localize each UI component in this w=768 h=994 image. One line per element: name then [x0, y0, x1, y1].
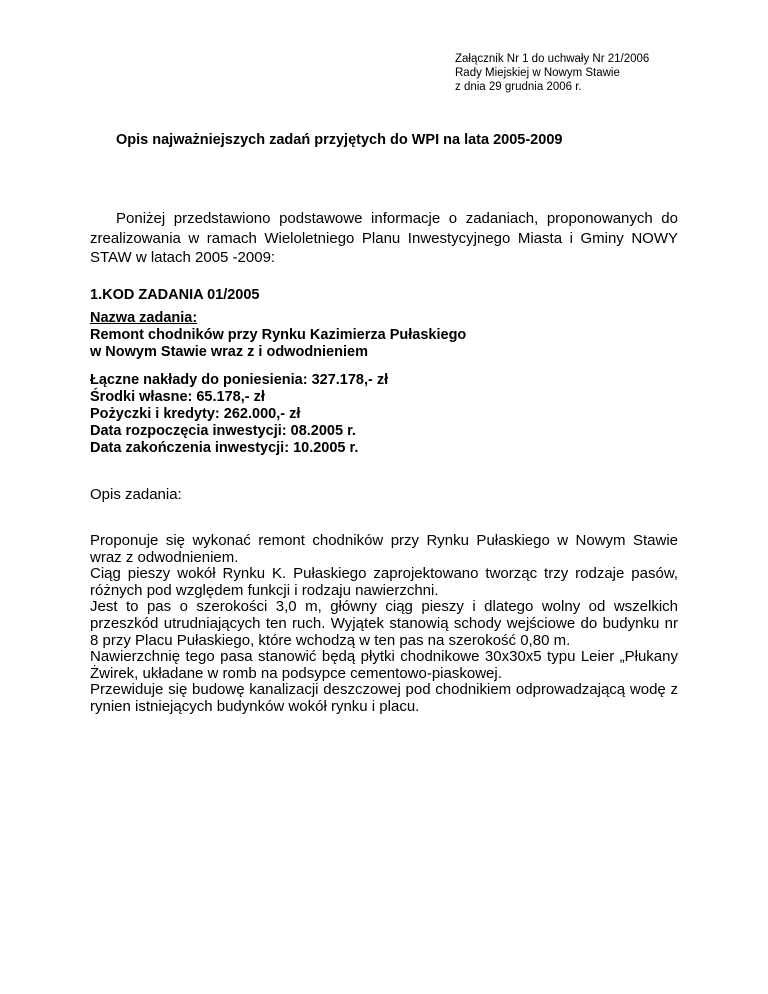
- description-body: [90, 533, 678, 716]
- attachment-note: [455, 52, 649, 94]
- loans-credits: Pożyczki i kredyty: 262.000,- zł: [90, 406, 301, 422]
- attachment-note-line: Załącznik Nr 1 do uchwały Nr 21/2006: [455, 53, 650, 65]
- task-figures: [90, 372, 388, 457]
- own-funds: Środki własne: 65.178,- zł: [90, 389, 265, 405]
- document-title: Opis najważniejszych zadań przyjętych do WPI na lata 2005-2009: [116, 132, 563, 148]
- task-name-label: Nazwa zadania:: [90, 310, 198, 326]
- total-cost: Łączne nakłady do poniesienia: 327.178,- zł: [90, 372, 389, 388]
- description-paragraph: Nawierzchnię tego pasa stanowić będą płytki chodnikowe 30x30x5 typu Leier „Płukany Żwirek, układane w romb na podsypce cementowo-piaskowej.: [90, 648, 678, 682]
- attachment-note-line: z dnia 29 grudnia 2006 r.: [455, 81, 582, 93]
- description-paragraph: Jest to pas o szerokości 3,0 m, główny ciąg pieszy i dlatego wolny od wszelkich przeszkód utrudniających ten ruch. Wyjątek stanowią schody wejściowe do budynku nr 8 przy Placu Pułaskiego, które wchodzą w ten pas na szerokość 0,80 m.: [90, 598, 678, 649]
- task-name-block: [90, 310, 466, 361]
- attachment-note-line: Rady Miejskiej w Nowym Stawie: [455, 67, 620, 79]
- description-paragraph: Ciąg pieszy wokół Rynku K. Pułaskiego zaprojektowano tworząc trzy rodzaje pasów, różnych pod względem funkcji i rodzaju nawierzchni.: [90, 565, 678, 599]
- intro-paragraph: Poniżej przedstawiono podstawowe informacje o zadaniach, proponowanych do zrealizowania w ramach Wieloletniego Planu Inwestycyjnego Miasta i Gminy NOWY STAW w latach 2005 -2009:: [90, 210, 678, 266]
- task-code-heading: 1.KOD ZADANIA 01/2005: [90, 287, 260, 303]
- description-paragraph: Przewiduje się budowę kanalizacji deszczowej pod chodnikiem odprowadzającą wodę z rynien istniejących budynków wokół rynku i placu.: [90, 681, 678, 715]
- end-date: Data zakończenia inwestycji: 10.2005 r.: [90, 440, 359, 456]
- task-name-line: w Nowym Stawie wraz z i odwodnieniem: [90, 344, 368, 360]
- description-heading: Opis zadania:: [90, 486, 182, 503]
- description-paragraph: Proponuje się wykonać remont chodników przy Rynku Pułaskiego w Nowym Stawie wraz z odwodnieniem.: [90, 532, 678, 566]
- task-name-line: Remont chodników przy Rynku Kazimierza Pułaskiego: [90, 327, 467, 343]
- start-date: Data rozpoczęcia inwestycji: 08.2005 r.: [90, 423, 356, 439]
